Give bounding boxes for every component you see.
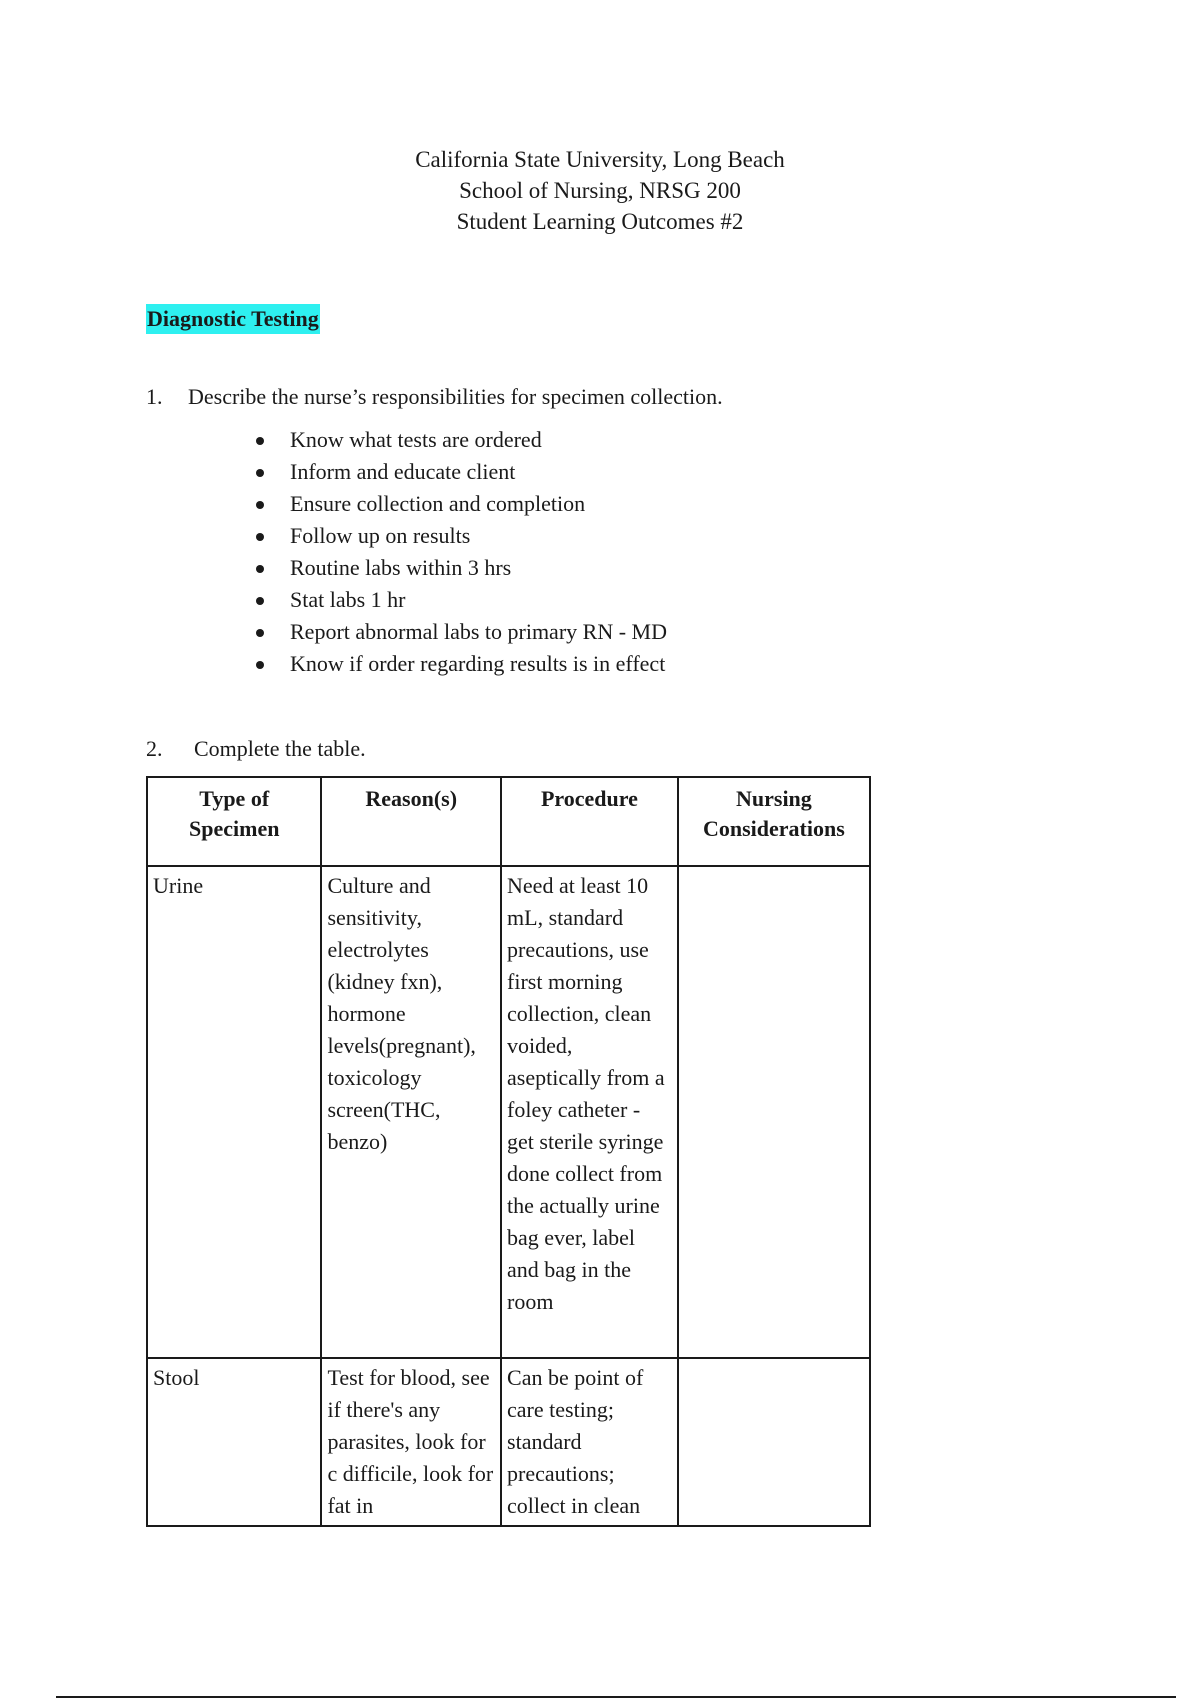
header-reasons: Reason(s) bbox=[321, 777, 501, 866]
list-item: Report abnormal labs to primary RN - MD bbox=[256, 616, 667, 648]
header-procedure: Procedure bbox=[501, 777, 678, 866]
list-item: Know if order regarding results is in effect bbox=[256, 648, 667, 680]
cell-type: Urine bbox=[147, 866, 321, 1358]
list-item: Follow up on results bbox=[256, 520, 667, 552]
bullet-icon bbox=[256, 661, 264, 669]
document-header bbox=[0, 144, 1200, 237]
bullet-icon bbox=[256, 437, 264, 445]
bullet-icon bbox=[256, 597, 264, 605]
header-type-of-specimen: Type of Specimen bbox=[147, 777, 321, 866]
school-course: School of Nursing, NRSG 200 bbox=[459, 178, 741, 203]
table-row bbox=[147, 866, 870, 1358]
table-header-row bbox=[147, 777, 870, 866]
list-item: Inform and educate client bbox=[256, 456, 667, 488]
bullet-icon bbox=[256, 565, 264, 573]
question-2-text: Complete the table. bbox=[194, 736, 366, 761]
question-1-number: 1. bbox=[146, 384, 163, 409]
list-item: Know what tests are ordered bbox=[256, 424, 667, 456]
cell-procedure: Can be point of care testing; standard precautions; collect in clean bbox=[501, 1358, 678, 1526]
list-item: Routine labs within 3 hrs bbox=[256, 552, 667, 584]
bullet-icon bbox=[256, 469, 264, 477]
bullet-icon bbox=[256, 501, 264, 509]
bullet-icon bbox=[256, 533, 264, 541]
university-name: California State University, Long Beach bbox=[415, 147, 785, 172]
cell-nursing bbox=[678, 866, 870, 1358]
responsibilities-list bbox=[256, 424, 667, 680]
table-row bbox=[147, 1358, 870, 1526]
cell-type: Stool bbox=[147, 1358, 321, 1526]
bullet-icon bbox=[256, 629, 264, 637]
cell-procedure: Need at least 10 mL, standard precautions, use first morning collection, clean voided, aseptically from a foley catheter - get sterile syringe done collect from the actually urine bag ever, label and bag in the room bbox=[501, 866, 678, 1358]
question-2 bbox=[146, 735, 366, 763]
header-nursing-considerations: Nursing Considerations bbox=[678, 777, 870, 866]
document-title: Student Learning Outcomes #2 bbox=[456, 209, 744, 234]
cell-reasons: Test for blood, see if there's any parasites, look for c difficile, look for fat in bbox=[321, 1358, 501, 1526]
section-heading-highlighted: Diagnostic Testing bbox=[146, 304, 320, 334]
page-divider bbox=[56, 1696, 1176, 1698]
list-item: Stat labs 1 hr bbox=[256, 584, 667, 616]
question-1 bbox=[146, 383, 723, 411]
specimen-table bbox=[146, 776, 871, 1527]
list-item: Ensure collection and completion bbox=[256, 488, 667, 520]
question-1-text: Describe the nurse’s responsibilities for specimen collection. bbox=[188, 384, 723, 409]
cell-nursing bbox=[678, 1358, 870, 1526]
question-2-number: 2. bbox=[146, 736, 163, 761]
cell-reasons: Culture and sensitivity, electrolytes (kidney fxn), hormone levels(pregnant), toxicology screen(THC, benzo) bbox=[321, 866, 501, 1358]
